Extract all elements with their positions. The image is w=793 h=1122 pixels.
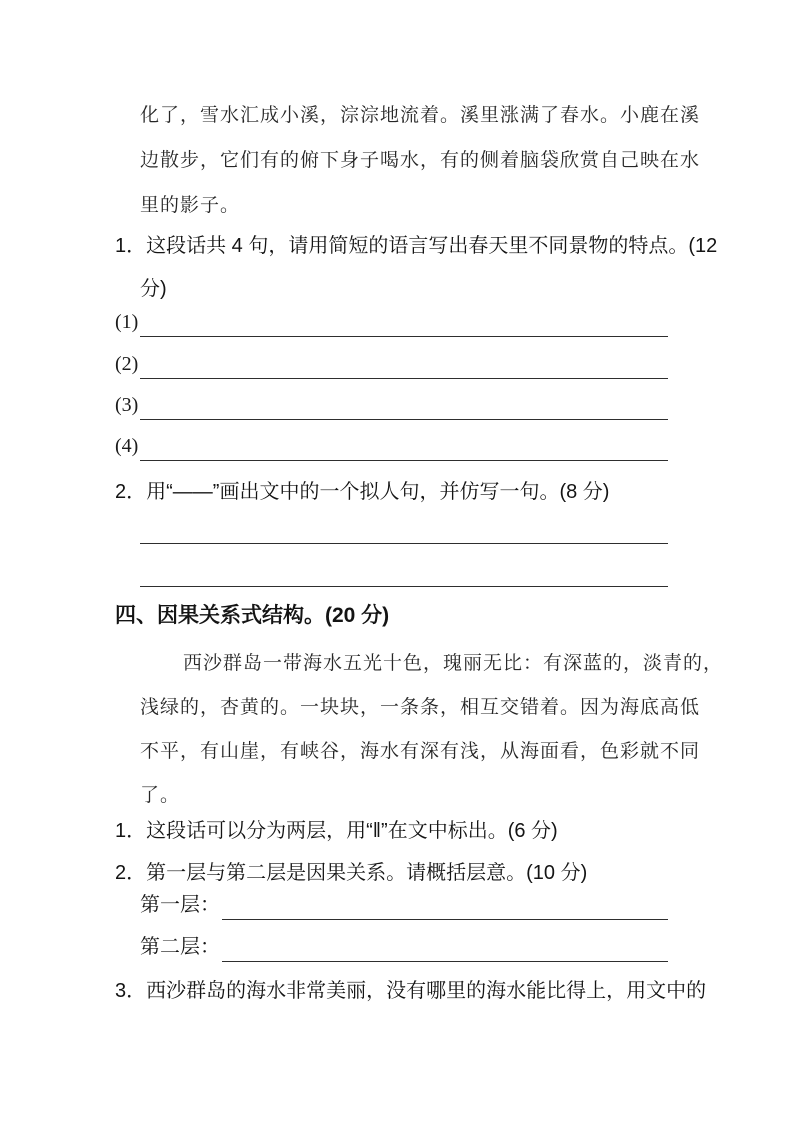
section-4-question-2: 2．第一层与第二层是因果关系。请概括层意。(10 分) [115,862,588,884]
layer-1-label: 第一层： [140,894,220,916]
blank-label-2: (2) [115,353,139,375]
blank-label-1: (1) [115,311,139,333]
blank-label-4: (4) [115,435,139,457]
xisha-passage-line-3: 不平，有山崖，有峡谷，海水有深有浅，从海面看，色彩就不同 [140,740,701,762]
spring-passage-line-1: 化了，雪水汇成小溪，淙淙地流着。溪里涨满了春水。小鹿在溪 [140,104,701,126]
xisha-passage-line-4: 了。 [140,784,181,806]
layer-1-underline [222,893,668,920]
answer-blank-row-2 [115,353,668,379]
spring-passage-line-3: 里的影子。 [140,194,241,216]
blank-underline-2 [140,352,668,379]
spring-passage-line-2: 边散步，它们有的俯下身子喝水，有的侧着脑袋欣赏自己映在水 [140,149,701,171]
blank-underline-4 [140,434,668,461]
question-2-answer-line-1 [140,513,668,544]
question-2: 2．用“——”画出文中的一个拟人句，并仿写一句。(8 分) [115,481,610,503]
layer-2-label: 第二层： [140,936,220,958]
blank-label-3: (3) [115,394,139,416]
layer-2-answer-row [140,936,668,962]
layer-1-answer-row [140,894,668,920]
answer-blank-row-4 [115,435,668,461]
layer-2-underline [222,935,668,962]
blank-underline-3 [140,393,668,420]
xisha-passage-line-1: 西沙群岛一带海水五光十色，瑰丽无比：有深蓝的，淡青的， [183,652,724,674]
section-4-question-3: 3．西沙群岛的海水非常美丽，没有哪里的海水能比得上，用文中的 [115,980,707,1002]
answer-blank-row-1 [115,311,668,337]
xisha-passage-line-2: 浅绿的，杏黄的。一块块，一条条，相互交错着。因为海底高低 [140,696,701,718]
question-2-answer-line-2 [140,556,668,587]
section-4-question-1: 1．这段话可以分为两层，用“‖”在文中标出。(6 分) [115,820,558,842]
blank-underline-1 [140,310,668,337]
answer-blank-row-3 [115,394,668,420]
question-1-line-1: 1．这段话共 4 句，请用简短的语言写出春天里不同景物的特点。(12 [115,235,718,257]
section-4-header: 四、因果关系式结构。(20 分) [115,604,390,627]
question-1-line-2: 分) [140,278,167,300]
